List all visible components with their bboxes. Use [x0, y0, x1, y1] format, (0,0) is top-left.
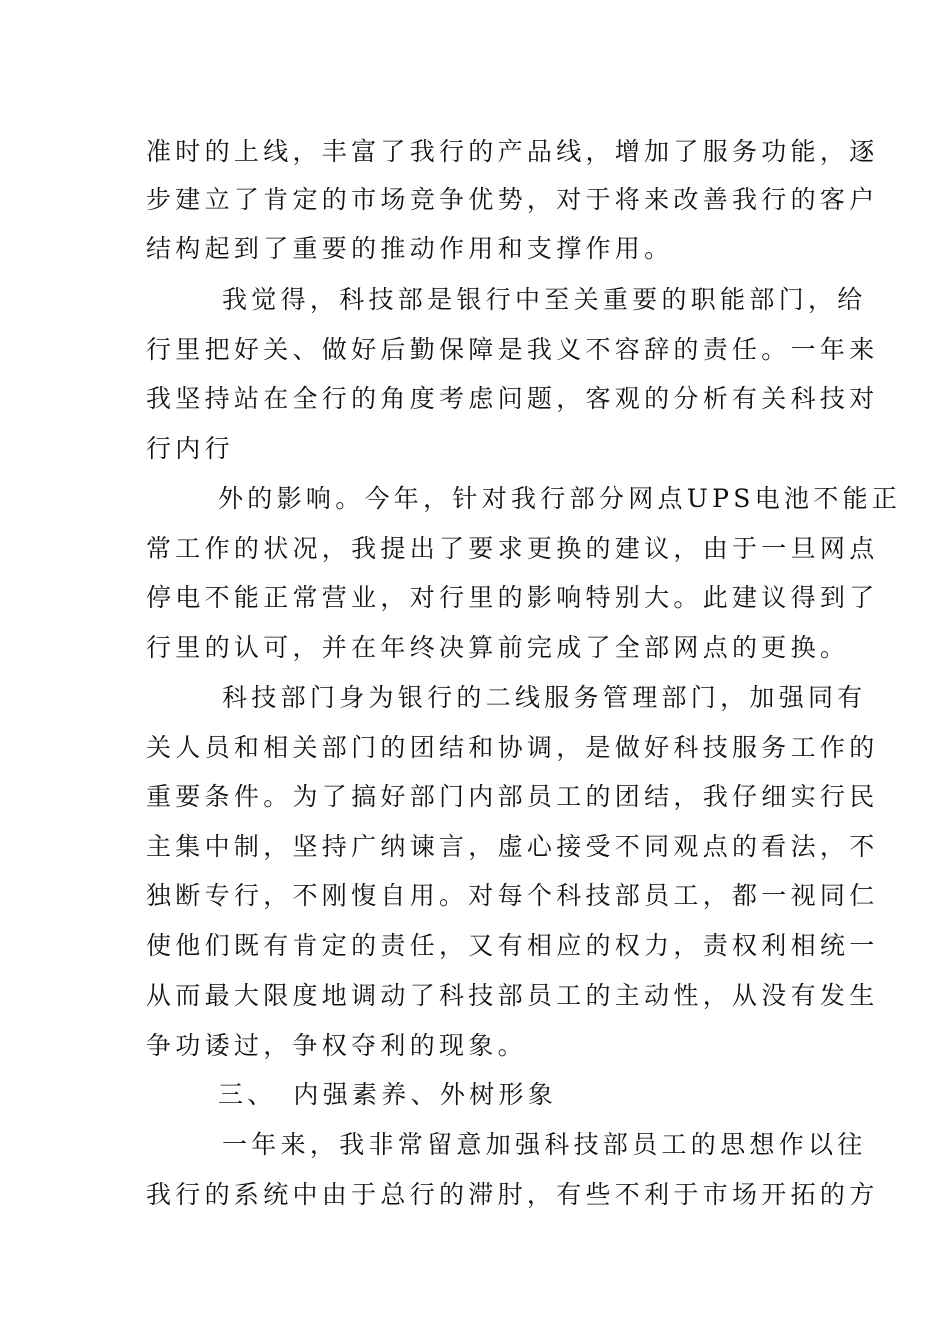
text-line: 结构起到了重要的推动作用和支撑作用。 [146, 234, 674, 263]
text-line: 我觉得，科技部是银行中至关重要的职能部门，给 [222, 285, 867, 314]
text-line: 步建立了肯定的市场竞争优势，对于将来改善我行的客户 [146, 185, 879, 214]
text-line: 行内行 [146, 434, 234, 463]
text-line: 一年来，我非常留意加强科技部员工的思想作以往 [222, 1130, 867, 1159]
text-line: 行里的认可，并在年终决算前完成了全部网点的更换。 [146, 633, 850, 662]
text-line: 我行的系统中由于总行的滞肘，有些不利于市场开拓的方 [146, 1180, 879, 1209]
text-line: 常工作的状况，我提出了要求更换的建议，由于一旦网点 [146, 534, 879, 563]
text-line: 主集中制，坚持广纳谏言，虚心接受不同观点的看法，不 [146, 832, 879, 861]
section-heading: 三、 内强素养、外树形象 [218, 1080, 558, 1109]
text-line: 关人员和相关部门的团结和协调，是做好科技服务工作的 [146, 733, 879, 762]
text-line: 停电不能正常营业，对行里的影响特别大。此建议得到了 [146, 583, 879, 612]
text-line: 我坚持站在全行的角度考虑问题，客观的分析有关科技对 [146, 384, 879, 413]
text-line: 独断专行，不刚愎自用。对每个科技部员工，都一视同仁 [146, 881, 879, 910]
text-line: 行里把好关、做好后勤保障是我义不容辞的责任。一年来 [146, 335, 879, 364]
text-line: 从而最大限度地调动了科技部员工的主动性，从没有发生 [146, 981, 879, 1010]
text-line: 使他们既有肯定的责任，又有相应的权力，责权利相统一 [146, 931, 879, 960]
text-line: 争功诿过，争权夺利的现象。 [146, 1031, 527, 1060]
text-line: 外的影响。今年，针对我行部分网点UPS电池不能正 [218, 484, 902, 513]
text-line: 准时的上线，丰富了我行的产品线，增加了服务功能，逐 [146, 137, 879, 166]
text-line: 科技部门身为银行的二线服务管理部门，加强同有 [222, 683, 867, 712]
text-line: 重要条件。为了搞好部门内部员工的团结，我仔细实行民 [146, 782, 879, 811]
